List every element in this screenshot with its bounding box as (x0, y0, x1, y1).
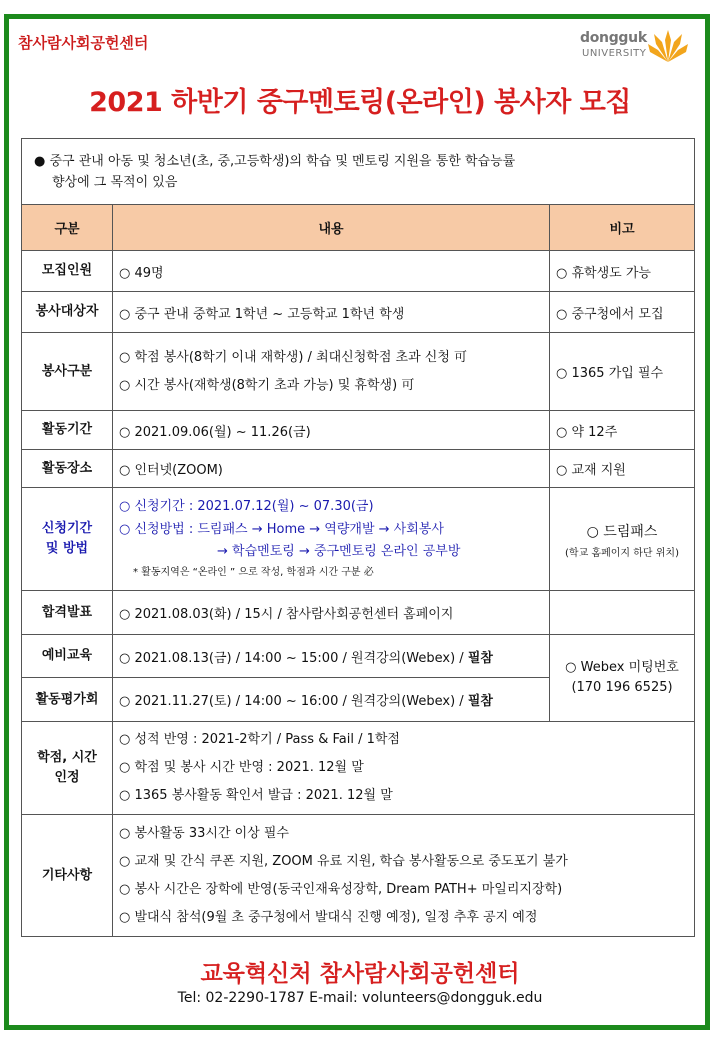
header-content: 내용 (113, 205, 550, 251)
table-row (22, 292, 695, 333)
intro-cell (22, 139, 695, 205)
footer-contact: Tel: 02-2290-1787 E-mail: volunteers@dongguk.edu (177, 990, 543, 1006)
row-content: ○ 49명 (113, 251, 550, 292)
content-text: ○ 2021.11.27(토) / 14:00 ~ 16:00 / 원격강의(Webex) / (119, 694, 468, 709)
logo-subtext: UNIVERSITY (582, 48, 647, 59)
header-row (22, 205, 695, 251)
row-label: 봉사구분 (22, 333, 113, 411)
content-line: ○ 신청기간 : 2021.07.12(월) ~ 07.30(금) (119, 499, 374, 514)
row-note (550, 591, 695, 635)
row-label: 활동평가회 (22, 678, 113, 722)
content-note: * 활동지역은 “온라인 ” 으로 작성, 학점과 시간 구분 必 (133, 567, 374, 578)
row-label: 활동기간 (22, 411, 113, 450)
footer-org-name: 교육혁신처 참사람사회공헌센터 (200, 961, 520, 987)
org-name-top: 참사람사회공헌센터 (18, 34, 149, 52)
row-note: ○ 약 12주 (550, 411, 695, 450)
bullet-icon: ● (34, 153, 46, 169)
header-category: 구분 (22, 205, 113, 251)
table-row (22, 411, 695, 450)
intro-line-1: 중구 관내 아동 및 청소년(초, 중,고등학생)의 학습 및 멘토링 지원을 통한 학습능률 (49, 153, 516, 169)
content-line: ○ 성적 반영 : 2021-2학기 / Pass & Fail / 1학점 (119, 732, 400, 747)
content-line: ○ 시간 봉사(재학생(8학기 초과 가능) 및 휴학생) 可 (119, 377, 415, 393)
table-row (22, 450, 695, 488)
page-title: 2021 하반기 중구멘토링(온라인) 봉사자 모집 (89, 87, 631, 118)
table-row (22, 591, 695, 635)
label-line: 인정 (54, 770, 80, 785)
info-table (21, 138, 695, 937)
row-label: 기타사항 (22, 815, 113, 937)
label-line: 신청기간 (41, 521, 93, 536)
table-row (22, 488, 695, 591)
content-line: ○ 1365 봉사활동 확인서 발급 : 2021. 12월 말 (119, 788, 393, 803)
content-text: ○ 2021.08.13(금) / 14:00 ~ 15:00 / 원격강의(Webex) / (119, 650, 468, 666)
intro-line-2: 향상에 그 목적이 있음 (52, 174, 178, 190)
note-line: (학교 홈페이지 하단 위치) (565, 547, 679, 559)
content-line: ○ 교재 및 간식 쿠폰 지원, ZOOM 유료 지원, 학습 봉사활동으로 중도포기 불가 (119, 853, 568, 869)
required-mark: 필참 (467, 694, 493, 709)
intro-row (22, 139, 695, 205)
row-content (113, 815, 695, 937)
lotus-emblem-icon (648, 28, 688, 64)
row-content: ○ 중구 관내 중학교 1학년 ~ 고등학교 1학년 학생 (113, 292, 550, 333)
row-label: 봉사대상자 (22, 292, 113, 333)
row-note: ○ 휴학생도 가능 (550, 251, 695, 292)
row-label: 모집인원 (22, 251, 113, 292)
note-line: ○ Webex 미팅번호 (565, 660, 679, 675)
row-note: ○ 교재 지원 (550, 450, 695, 488)
row-note: ○ 1365 가입 필수 (550, 333, 695, 411)
row-content (113, 722, 695, 815)
content-line: ○ 학점 및 봉사 시간 반영 : 2021. 12월 말 (119, 760, 364, 775)
header-remarks: 비고 (550, 205, 695, 251)
row-content: ○ 2021.08.03(화) / 15시 / 참사람사회공헌센터 홈페이지 (113, 591, 550, 635)
row-content (113, 635, 550, 678)
logo-wordmark: dongguk (580, 30, 647, 46)
row-content (113, 333, 550, 411)
table-row (22, 635, 695, 678)
content-line: ○ 학점 봉사(8학기 이내 재학생) / 최대신청학점 초과 신청 可 (119, 349, 468, 365)
row-label: 예비교육 (22, 635, 113, 678)
required-mark: 필참 (467, 650, 493, 666)
content-line: ○ 발대식 참석(9월 초 중구청에서 발대식 진행 예정), 일정 추후 공지 예정 (119, 909, 538, 925)
university-logo (580, 28, 690, 68)
row-content: ○ 2021.09.06(월) ~ 11.26(금) (113, 411, 550, 450)
row-note (550, 635, 695, 722)
row-label (22, 722, 113, 815)
row-note (550, 488, 695, 591)
row-note: ○ 중구청에서 모집 (550, 292, 695, 333)
content-line: ○ 신청방법 : 드림패스 → Home → 역량개발 → 사회봉사 (119, 522, 444, 537)
table-row (22, 815, 695, 937)
content-line: ○ 봉사활동 33시간 이상 필수 (119, 825, 289, 841)
row-label (22, 488, 113, 591)
table-row (22, 333, 695, 411)
table-row (22, 722, 695, 815)
note-line: (170 196 6525) (571, 680, 673, 695)
label-line: 학점, 시간 (37, 750, 97, 765)
content-line: ○ 봉사 시간은 장학에 반영(동국인재육성장학, Dream PATH+ 마일리지장학) (119, 881, 563, 897)
label-line: 및 방법 (45, 541, 89, 556)
row-content (113, 488, 550, 591)
table-row (22, 251, 695, 292)
note-line: ○ 드림패스 (586, 523, 658, 540)
row-label: 활동장소 (22, 450, 113, 488)
row-label: 합격발표 (22, 591, 113, 635)
row-content (113, 678, 550, 722)
content-line: → 학습멘토링 → 중구멘토링 온라인 공부방 (217, 544, 461, 559)
row-content: ○ 인터넷(ZOOM) (113, 450, 550, 488)
